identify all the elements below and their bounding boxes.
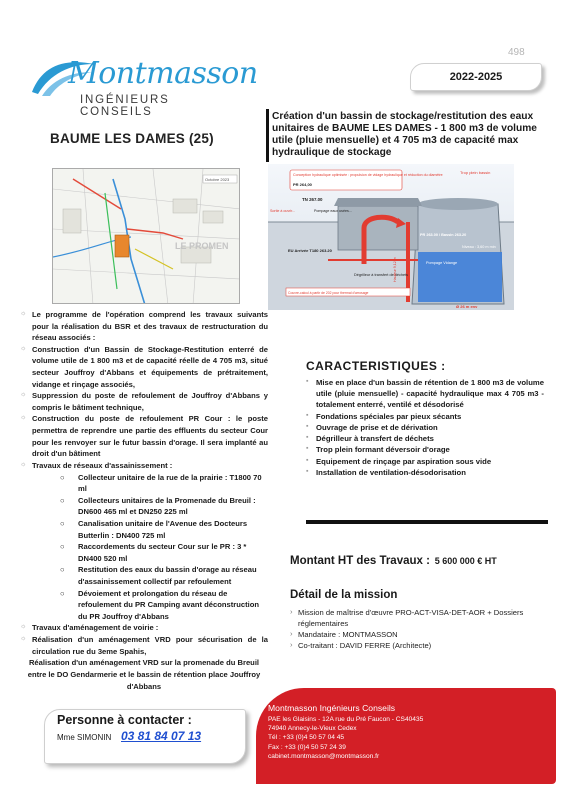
company-name: Montmasson Ingénieurs Conseils <box>268 703 396 713</box>
logo-tagline: INGÉNIEURS CONSEILS <box>80 94 170 118</box>
amount-label: Montant HT des Travaux : <box>290 555 430 567</box>
program-item: ☼ Le programme de l'opération comprend les travaux suivants pour la réalisation du BSR et des travaux de restructuration du réseau associés : <box>20 309 268 344</box>
program-subitem: ○ Raccordements du secteur Cour sur le PR : 3 * DN400 520 ml <box>20 541 268 564</box>
program-subitem: ○ Collecteur unitaire de la rue de la prairie : T1800 70 ml <box>20 472 268 495</box>
diagram-pompage: Pompage eaux usées... <box>314 209 352 213</box>
program-item: ☼ Travaux d'aménagement de voirie : <box>20 622 268 634</box>
company-phone: Tél : +33 (0)4 50 57 04 45 <box>268 734 345 742</box>
diagram-callout-top: Conception hydraulique optimisée : propulsion de vidage hydraulique et réduction du diamètre <box>293 173 443 177</box>
diagram-pompage-vidange: Pompage Vidange <box>426 261 458 265</box>
amount-value: 5 600 000 € HT <box>434 556 497 566</box>
characteristic-item: ▪ Installation de ventilation-désodorisation <box>306 467 544 478</box>
program-subitem: ○ Canalisation unitaire de l'Avenue des Docteurs Butterlin : DN400 725 ml <box>20 518 268 541</box>
company-email-link[interactable]: cabinet.montmasson@montmasson.fr <box>268 752 380 760</box>
map-date: Octobre 2023 <box>205 177 230 182</box>
company-address-line: 74940 Annecy-le-Vieux Cedex <box>268 725 357 733</box>
program-item: ☼ Suppression du poste de refoulement de Jouffroy d'Abbans y compris le bâtiment technique, <box>20 390 268 413</box>
characteristic-item: ▪ Dégrilleur à transfert de déchets <box>306 433 544 444</box>
period-badge: 2022-2025 <box>410 63 542 91</box>
characteristic-item: ▪ Fondations spéciales par pieux sécants <box>306 411 544 422</box>
diagram-arrivee: EU Arrivée T180 263.20 <box>288 248 332 253</box>
mission-title: Détail de la mission <box>290 589 398 601</box>
diagram-footer: Couvre-calcul à partir de 202 pour thermal d'arrosage <box>288 291 369 295</box>
map-label: LE PROMEN <box>175 241 229 251</box>
program-item: ☼ Construction d'un Bassin de Stockage-Restitution enterré de volume utile de 1 800 m3 et de capacité réelle de 4 705 m3, situé secteur Jouffroy d'Abbans et équipements de prétraitement, vidange et rinçage associés, <box>20 344 268 390</box>
program-subitem: ○ Restitution des eaux du bassin d'orage au réseau d'assainissement collectif par refoulement <box>20 564 268 587</box>
characteristics-list <box>306 377 544 478</box>
title-accent-bar <box>266 109 269 162</box>
mission-item: › Co-traitant : DAVID FERRE (Architecte) <box>290 640 546 651</box>
amount-line <box>290 555 497 567</box>
company-fax: Fax : +33 (0)4 50 57 24 39 <box>268 743 346 751</box>
characteristic-item: ▪ Mise en place d'un bassin de rétention de 1 800 m3 de volume utile (pluie mensuelle) - capacité hydraulique max 4 705 m3 - totalement enterré, ventilé et désodorisé <box>306 377 544 411</box>
characteristic-item: ▪ Equipement de rinçage par aspiration sous vide <box>306 456 544 467</box>
contact-phone-link[interactable]: 03 81 84 07 13 <box>121 729 202 743</box>
site-plan-image <box>52 168 240 304</box>
program-item: ☼ Réalisation d'un aménagement VRD pour sécurisation de la circulation rue du 3eme Spahis, <box>20 634 268 657</box>
mission-item: › Mission de maîtrise d'œuvre PRO-ACT-VISA-DET-AOR + Dossiers réglementaires <box>290 607 546 629</box>
program-subitem: ○ Dévoiement et prolongation du réseau de refoulement du PR Camping avant déconstruction du PR Jouffroy d'Abbans <box>20 588 268 623</box>
mission-list <box>290 607 546 651</box>
diagram-sortie: Sortie à ouvrir... <box>270 209 296 213</box>
program-list <box>20 309 268 692</box>
characteristic-item: ▪ Ouvrage de prise et de dérivation <box>306 422 544 433</box>
diagram-tn: TN 267.00 <box>302 197 323 202</box>
mission-item: › Mandataire : MONTMASSON <box>290 629 546 640</box>
contact-box <box>44 709 246 764</box>
characteristics-title: CARACTERISTIQUES : <box>306 359 446 373</box>
tank-diagram-image <box>268 164 514 310</box>
diagram-niveau: Niveau : 3,60 m min <box>462 245 496 249</box>
tank-diagram-drawing <box>268 164 514 310</box>
site-plan-drawing <box>53 169 240 304</box>
program-item: ☼ Construction du poste de refoulement PR Cour : le poste permettra de reprendre une partie des effluents du secteur Cour pour les renvoyer sur le futur bassin d'orage. Il sera implanté au droit d'un bâtiment <box>20 413 268 459</box>
page-number: 498 <box>508 47 525 58</box>
city-title: BAUME LES DAMES (25) <box>50 131 214 146</box>
program-subitem: ○ Collecteurs unitaires de la Promenade du Breuil : DN600 465 ml et DN250 225 ml <box>20 495 268 518</box>
diagram-height: Hauteur 9,12 m <box>393 257 397 282</box>
program-item: ☼ Travaux de réseaux d'assainissement : <box>20 460 268 472</box>
diagram-overflow: Trop plein bassin <box>460 170 491 175</box>
section-divider <box>306 520 548 524</box>
diagram-degrilleur: Dégrilleur à transfert de déchets <box>354 273 409 277</box>
contact-name: Mme SIMONIN <box>57 733 112 742</box>
company-address-line: PAE les Glaisins - 12A rue du Pré Faucon - CS40435 <box>268 716 424 723</box>
company-logo <box>28 56 258 118</box>
project-title: Création d'un bassin de stockage/restitution des eaux unitaires de BAUME LES DAMES - 1 800 m3 de volume utile (pluie mensuelle) et 4 705 m3 de capacité max hydraulique de stockage <box>272 111 537 158</box>
diagram-pr-level: PR 263.00 / Bassin 263.20 <box>420 233 467 237</box>
characteristic-item: ▪ Trop plein formant déversoir d'orage <box>306 444 544 455</box>
logo-brand: Montmasson <box>68 56 258 91</box>
contact-title: Personne à contacter : <box>57 713 192 727</box>
diagram-pr: PR 264,00 <box>293 182 312 187</box>
program-item: Réalisation d'un aménagement VRD sur la promenade du Breuil entre le DO Gendarmerie et le bassin de rétention place Jouffroy d'Abbans <box>27 658 261 691</box>
company-address <box>268 715 423 761</box>
diagram-diameter: Ø 26 m env <box>456 304 478 309</box>
